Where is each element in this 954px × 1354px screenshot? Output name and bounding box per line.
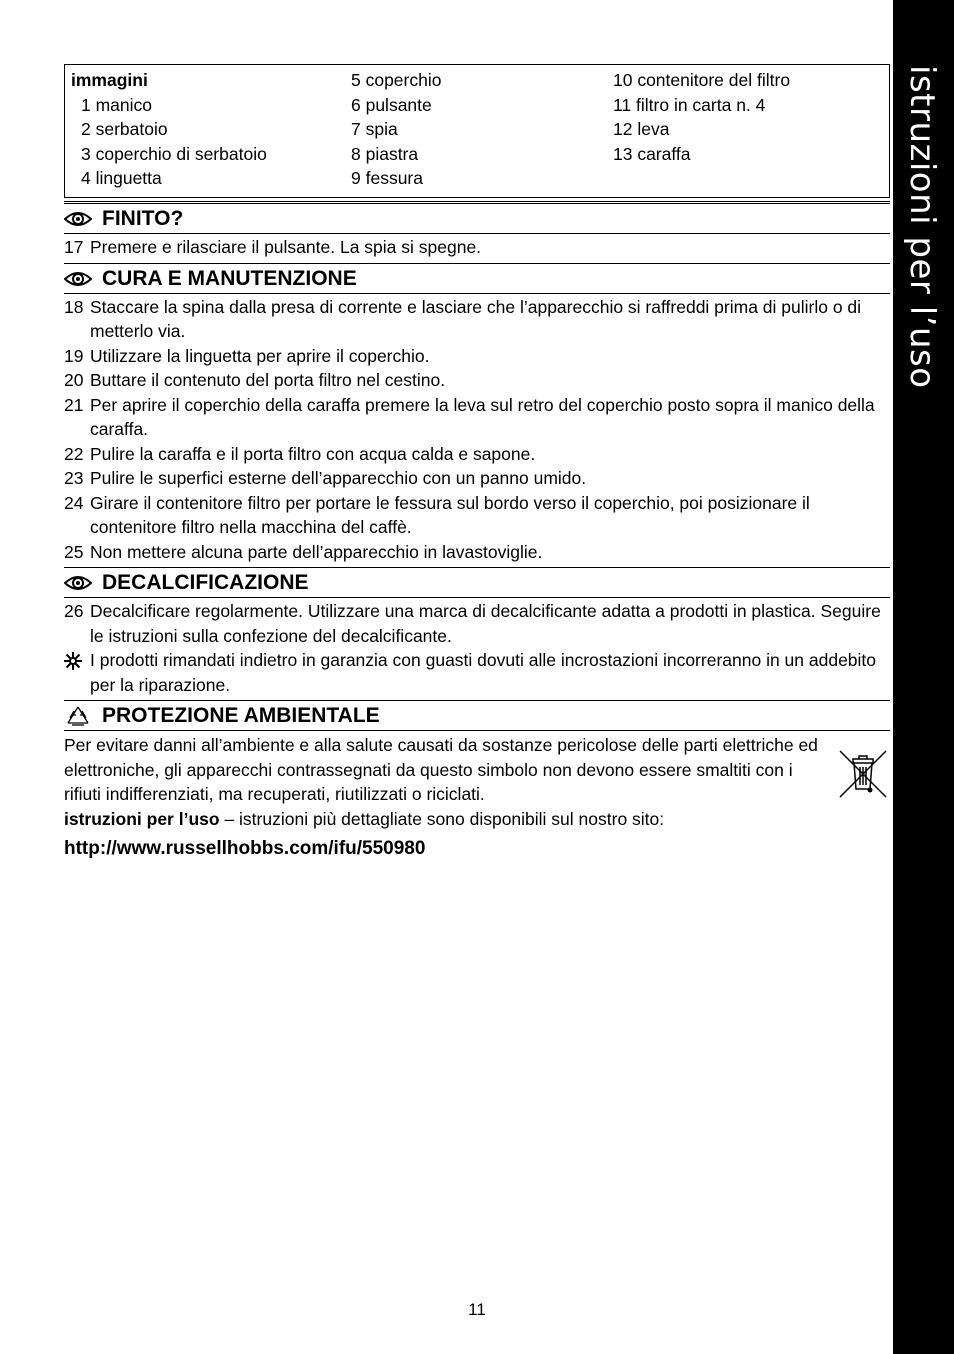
parts-column-2 — [351, 68, 441, 191]
eye-icon — [64, 268, 92, 288]
item-number: 17 — [64, 237, 84, 257]
sidebar-title: istruzioni per l’uso — [902, 65, 942, 389]
item-number: 23 — [64, 468, 84, 488]
part-item: 7 spia — [351, 119, 398, 139]
parts-column-1 — [71, 68, 267, 191]
section-header-decalc — [64, 567, 890, 598]
item-text: Per aprire il coperchio della caraffa premere la leva sul retro del coperchio posto sopra il manico della caraffa. — [90, 394, 875, 439]
ifu-label: istruzioni per l’uso — [64, 808, 220, 829]
finito-list — [64, 234, 890, 263]
item-number: 25 — [64, 541, 84, 562]
part-item: 4 linguetta — [81, 168, 162, 188]
section-header-env — [64, 700, 890, 731]
item-number: 24 — [64, 492, 84, 513]
part-item: 9 fessura — [351, 168, 423, 188]
item-number: 19 — [64, 345, 84, 366]
part-item: 1 manico — [81, 94, 153, 115]
item-number: 22 — [64, 443, 84, 464]
part-item: 6 pulsante — [351, 94, 432, 115]
item-text: Buttare il contenuto del porta filtro nel cestino. — [90, 370, 446, 390]
list-item — [64, 393, 890, 442]
section-header-cura — [64, 263, 890, 294]
item-text: Staccare la spina dalla presa di corrente e lasciare che l’apparecchio si raffreddi prima di pulirlo o di metterlo via. — [90, 296, 862, 341]
list-item — [64, 442, 890, 467]
section-title: CURA E MANUTENZIONE — [102, 266, 357, 290]
item-text: Non mettere alcuna parte dell’apparecchio in lavastoviglie. — [90, 541, 543, 562]
warning-text: I prodotti rimandati indietro in garanzia con guasti dovuti alle incrostazioni incorreranno in un addebito per la riparazione. — [90, 650, 877, 695]
section-title: PROTEZIONE AMBIENTALE — [102, 704, 380, 727]
item-text: Girare il contenitore filtro per portare le fessura sul bordo verso il coperchio, poi posizionare il contenitore filtro nella macchina del caffè. — [90, 492, 810, 537]
parts-column-3 — [613, 68, 790, 166]
recycle-icon — [64, 705, 92, 725]
env-paragraph: Per evitare danni all’ambiente e alla salute causati da sostanze pericolose delle parti elettriche ed elettroniche, gli apparecchi contrassegnati da questo simbolo non devono essere smaltiti con i rifiuti indifferenziati, ma recuperati, riutilizzati o riciclati. — [64, 735, 818, 804]
list-item — [64, 540, 890, 565]
parts-title: immagini — [71, 70, 148, 90]
part-item: 10 contenitore del filtro — [613, 70, 791, 90]
list-item — [64, 235, 890, 260]
part-item: 3 coperchio di serbatoio — [81, 143, 267, 164]
list-item — [64, 599, 890, 648]
part-item: 8 piastra — [351, 143, 419, 164]
item-number: 26 — [64, 601, 84, 621]
page-number: 11 — [468, 1300, 486, 1319]
item-text: Pulire la caraffa e il porta filtro con acqua calda e sapone. — [90, 443, 536, 464]
ifu-line — [64, 807, 890, 832]
ifu-text: – istruzioni più dettagliate sono disponibili sul nostro sito: — [219, 808, 665, 829]
eye-icon — [64, 572, 92, 592]
part-item: 12 leva — [613, 119, 670, 139]
item-text: Decalcificare regolarmente. Utilizzare una marca di decalcificante adatta a prodotti in plastica. Seguire le istruzioni sulla confezione del decalcificante. — [90, 601, 881, 646]
parts-box — [64, 64, 890, 198]
section-header-finito — [64, 203, 890, 234]
list-item — [64, 491, 890, 540]
main-content — [64, 64, 890, 862]
item-number: 20 — [64, 370, 84, 390]
cura-list — [64, 294, 890, 568]
part-item: 13 caraffa — [613, 143, 691, 164]
part-item: 5 coperchio — [351, 70, 442, 90]
item-text: Utilizzare la linguetta per aprire il coperchio. — [90, 345, 430, 366]
list-item — [64, 368, 890, 393]
weee-bin-icon — [838, 747, 888, 799]
decalc-list — [64, 598, 890, 700]
warning-item — [64, 648, 890, 697]
eye-icon — [64, 208, 92, 228]
item-number: 18 — [64, 296, 84, 317]
warning-icon — [64, 652, 82, 677]
list-item — [64, 295, 890, 344]
list-item — [64, 344, 890, 369]
item-text: Pulire le superfici esterne dell’apparecchio con un panno umido. — [90, 468, 587, 488]
section-title: DECALCIFICAZIONE — [102, 571, 309, 594]
section-title: FINITO? — [102, 207, 184, 230]
ifu-url-link[interactable]: http://www.russellhobbs.com/ifu/550980 — [64, 838, 426, 859]
part-item: 2 serbatoio — [81, 119, 168, 139]
env-section — [64, 731, 890, 862]
item-text: Premere e rilasciare il pulsante. La spia si spegne. — [90, 237, 482, 257]
part-item: 11 filtro in carta n. 4 — [613, 94, 766, 115]
parts-box-underline — [64, 201, 890, 202]
list-item — [64, 466, 890, 491]
item-number: 21 — [64, 394, 84, 415]
